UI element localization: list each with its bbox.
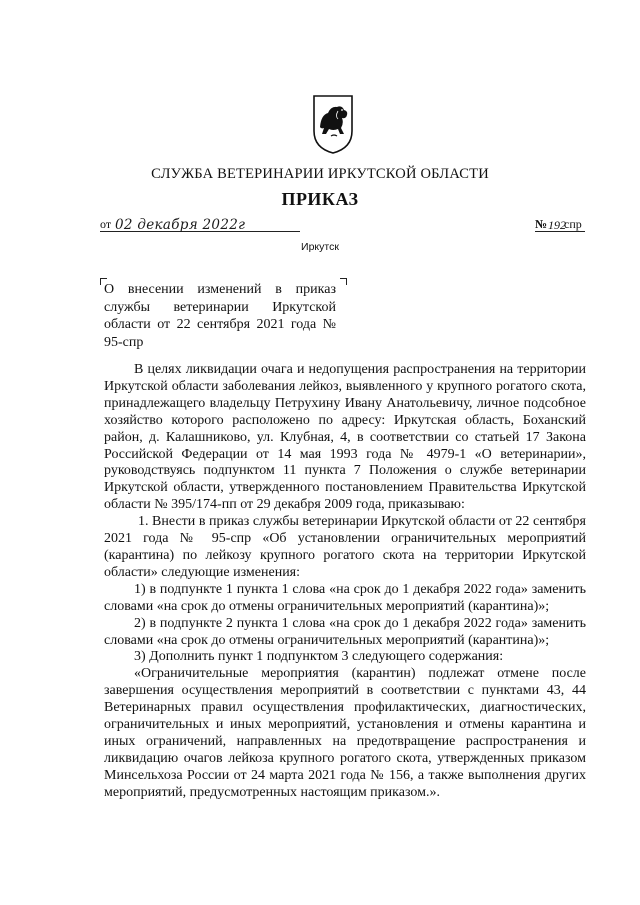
coat-of-arms-emblem [311,93,355,155]
number-suffix: спр [564,217,582,231]
city-label: Иркутск [301,241,339,253]
subitem-1-paragraph: 1) в подпункте 1 пункта 1 слова «на срок до 1 декабря 2022 года» заменить словами «на срок до отмены ограничительных мероприятий (карантина)»; [104,581,586,614]
date-prefix: от [100,217,112,231]
order-body [104,362,586,802]
subject-bracket-right [340,278,347,285]
document-type-title: ПРИКАЗ [281,189,359,209]
quoted-text-paragraph: «Ограничительные мероприятия (карантин) подлежат отмене после завершения осуществления мероприятий в соответствии с пунктами 43, 44 Ветеринарных правил осуществления профилактических, диагностических, ограничительных и иных мероприятий, установления и отмены карантина и иных ограничений, направленных на предотвращение распространения и ликвидацию очагов лейкоза крупного рогатого скота, утвержденных приказом Минсельхоза России от 24 марта 2021 года № 156, а также выполнения других мероприятий, предусмотренных настоящим приказом.». [104,666,586,800]
handwritten-date: 02 декабря 2022г [115,217,246,233]
item-1-paragraph: 1. Внести в приказ службы ветеринарии Иркутской области от 22 сентября 2021 года № 95-спр «Об установлении ограничительных мероприятий (карантина) по лейкозу крупного рогатого скота на территории Иркутской области» следующие изменения: [104,514,586,580]
subitem-3-paragraph: 3) Дополнить пункт 1 подпунктом 3 следующего содержания: [134,649,504,665]
number-prefix: № [535,217,548,231]
organization-title: СЛУЖБА ВЕТЕРИНАРИИ ИРКУТСКОЙ ОБЛАСТИ [151,166,489,182]
preamble-paragraph: В целях ликвидации очага и недопущения распространения на территории Иркутской области заболевания лейкоз, выявленного у крупного рогатого скота, принадлежащего владельцу Петрухину Ивану Анатольевичу, личное подсобное хозяйство которого расположено по адресу: Иркутская область, Боханский район, д. Калашниково, ул. Клубная, 4, в соответствии со статьей 17 Закона Российской Федерации от 14 мая 1993 года № 4979-1 «О ветеринарии», руководствуясь подпунктом 11 пункта 7 Положения о службе ветеринарии Иркутской области, утвержденного постановлением Правительства Иркутской области № 395/174-пп от 29 декабря 2009 года, приказываю: [104,362,586,513]
order-date-field [100,215,300,232]
subitem-2-paragraph: 2) в подпункте 2 пункта 1 слова «на срок до 1 декабря 2022 года» заменить словами «на срок до отмены ограничительных мероприятий (карантина)»; [104,615,586,648]
order-subject: О внесении изменений в приказ службы ветеринарии Иркутской области от 22 сентября 2021 года № 95-спр [104,282,336,350]
order-number-field [535,215,585,232]
handwritten-number: 192 [548,218,566,232]
